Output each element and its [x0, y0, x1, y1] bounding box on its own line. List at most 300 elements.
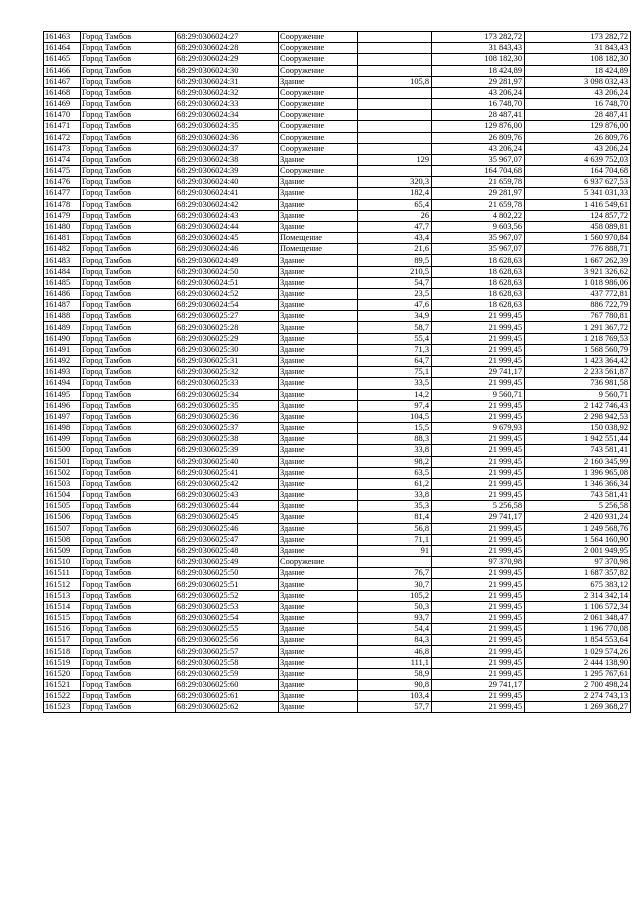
- cadastral-number-cell: 68:29:0306025:28: [176, 322, 279, 333]
- unit-value-cell: 16 748,70: [432, 99, 525, 110]
- area-cell: [358, 99, 432, 110]
- row-number-cell: 161505: [44, 501, 81, 512]
- table-row: [44, 545, 631, 556]
- unit-value-cell: 28 487,41: [432, 110, 525, 121]
- unit-value-cell: 21 999,45: [432, 646, 525, 657]
- row-number-cell: 161486: [44, 288, 81, 299]
- cadastral-number-cell: 68:29:0306025:54: [176, 612, 279, 623]
- object-type-cell: Здание: [279, 188, 358, 199]
- area-cell: [358, 54, 432, 65]
- row-number-cell: 161515: [44, 612, 81, 623]
- table-row: [44, 601, 631, 612]
- cadastral-value-cell: 1 218 769,53: [525, 333, 631, 344]
- cadastral-value-cell: 1 346 366,34: [525, 478, 631, 489]
- table-row: [44, 65, 631, 76]
- cadastral-value-cell: 108 182,30: [525, 54, 631, 65]
- municipality-cell: Город Тамбов: [81, 534, 176, 545]
- cadastral-number-cell: 68:29:0306025:44: [176, 501, 279, 512]
- object-type-cell: Здание: [279, 456, 358, 467]
- cadastral-value-cell: 1 854 553,64: [525, 635, 631, 646]
- unit-value-cell: 21 659,78: [432, 177, 525, 188]
- cadastral-number-cell: 68:29:0306024:35: [176, 121, 279, 132]
- area-cell: [358, 65, 432, 76]
- municipality-cell: Город Тамбов: [81, 132, 176, 143]
- table-row: [44, 657, 631, 668]
- table-row: [44, 378, 631, 389]
- table-row: [44, 702, 631, 713]
- cadastral-number-cell: 68:29:0306025:38: [176, 434, 279, 445]
- object-type-cell: Здание: [279, 635, 358, 646]
- object-type-cell: Здание: [279, 199, 358, 210]
- table-row: [44, 166, 631, 177]
- cadastral-number-cell: 68:29:0306025:48: [176, 545, 279, 556]
- area-cell: 71,3: [358, 344, 432, 355]
- cadastral-value-cell: 2 001 949,95: [525, 545, 631, 556]
- cadastral-number-cell: 68:29:0306024:28: [176, 43, 279, 54]
- table-row: [44, 355, 631, 366]
- cadastral-number-cell: 68:29:0306025:51: [176, 579, 279, 590]
- cadastral-value-cell: 1 249 568,76: [525, 523, 631, 534]
- object-type-cell: Здание: [279, 255, 358, 266]
- table-row: [44, 288, 631, 299]
- object-type-cell: Здание: [279, 177, 358, 188]
- unit-value-cell: 21 999,45: [432, 333, 525, 344]
- unit-value-cell: 21 999,45: [432, 702, 525, 713]
- cadastral-value-cell: 1 568 560,79: [525, 344, 631, 355]
- table-body: [44, 32, 631, 713]
- object-type-cell: Сооружение: [279, 557, 358, 568]
- object-type-cell: Здание: [279, 467, 358, 478]
- table-row: [44, 389, 631, 400]
- municipality-cell: Город Тамбов: [81, 221, 176, 232]
- object-type-cell: Здание: [279, 411, 358, 422]
- cadastral-value-cell: 124 857,72: [525, 210, 631, 221]
- cadastral-value-cell: 2 233 561,87: [525, 367, 631, 378]
- municipality-cell: Город Тамбов: [81, 568, 176, 579]
- row-number-cell: 161493: [44, 367, 81, 378]
- row-number-cell: 161477: [44, 188, 81, 199]
- object-type-cell: Здание: [279, 501, 358, 512]
- area-cell: 43,4: [358, 233, 432, 244]
- unit-value-cell: 21 999,45: [432, 612, 525, 623]
- object-type-cell: Здание: [279, 288, 358, 299]
- table-row: [44, 456, 631, 467]
- cadastral-value-cell: 1 942 551,44: [525, 434, 631, 445]
- unit-value-cell: 21 999,45: [432, 523, 525, 534]
- unit-value-cell: 43 206,24: [432, 87, 525, 98]
- unit-value-cell: 35 967,07: [432, 154, 525, 165]
- object-type-cell: Сооружение: [279, 143, 358, 154]
- municipality-cell: Город Тамбов: [81, 233, 176, 244]
- row-number-cell: 161474: [44, 154, 81, 165]
- object-type-cell: Здание: [279, 579, 358, 590]
- row-number-cell: 161512: [44, 579, 81, 590]
- cadastral-number-cell: 68:29:0306025:59: [176, 668, 279, 679]
- cadastral-value-cell: 1 560 970,84: [525, 233, 631, 244]
- table-row: [44, 512, 631, 523]
- area-cell: 105,2: [358, 590, 432, 601]
- municipality-cell: Город Тамбов: [81, 423, 176, 434]
- unit-value-cell: 21 999,45: [432, 534, 525, 545]
- table-row: [44, 624, 631, 635]
- cadastral-number-cell: 68:29:0306024:38: [176, 154, 279, 165]
- area-cell: 103,4: [358, 691, 432, 702]
- cadastral-value-cell: 3 921 326,62: [525, 266, 631, 277]
- unit-value-cell: 29 741,17: [432, 512, 525, 523]
- cadastral-value-cell: 1 029 574,26: [525, 646, 631, 657]
- table-row: [44, 668, 631, 679]
- cadastral-value-cell: 2 314 342,14: [525, 590, 631, 601]
- object-type-cell: Здание: [279, 445, 358, 456]
- area-cell: [358, 110, 432, 121]
- area-cell: 104,5: [358, 411, 432, 422]
- unit-value-cell: 173 282,72: [432, 32, 525, 43]
- municipality-cell: Город Тамбов: [81, 467, 176, 478]
- area-cell: 58,7: [358, 322, 432, 333]
- row-number-cell: 161516: [44, 624, 81, 635]
- row-number-cell: 161482: [44, 244, 81, 255]
- object-type-cell: Здание: [279, 322, 358, 333]
- table-row: [44, 411, 631, 422]
- municipality-cell: Город Тамбов: [81, 266, 176, 277]
- row-number-cell: 161509: [44, 545, 81, 556]
- unit-value-cell: 4 802,22: [432, 210, 525, 221]
- area-cell: 14,2: [358, 389, 432, 400]
- table-row: [44, 568, 631, 579]
- cadastral-value-cell: 1 291 367,72: [525, 322, 631, 333]
- table-row: [44, 121, 631, 132]
- row-number-cell: 161465: [44, 54, 81, 65]
- object-type-cell: Здание: [279, 612, 358, 623]
- municipality-cell: Город Тамбов: [81, 590, 176, 601]
- cadastral-value-cell: 1 687 357,82: [525, 568, 631, 579]
- table-row: [44, 400, 631, 411]
- municipality-cell: Город Тамбов: [81, 110, 176, 121]
- object-type-cell: Здание: [279, 344, 358, 355]
- table-row: [44, 434, 631, 445]
- cadastral-value-cell: 1 106 572,34: [525, 601, 631, 612]
- table-row: [44, 233, 631, 244]
- object-type-cell: Здание: [279, 434, 358, 445]
- municipality-cell: Город Тамбов: [81, 277, 176, 288]
- municipality-cell: Город Тамбов: [81, 333, 176, 344]
- cadastral-value-cell: 2 444 138,90: [525, 657, 631, 668]
- municipality-cell: Город Тамбов: [81, 177, 176, 188]
- municipality-cell: Город Тамбов: [81, 300, 176, 311]
- object-type-cell: Здание: [279, 221, 358, 232]
- cadastral-number-cell: 68:29:0306025:42: [176, 478, 279, 489]
- cadastral-value-cell: 1 423 364,42: [525, 355, 631, 366]
- municipality-cell: Город Тамбов: [81, 635, 176, 646]
- cadastral-value-cell: 164 704,68: [525, 166, 631, 177]
- municipality-cell: Город Тамбов: [81, 43, 176, 54]
- table-row: [44, 277, 631, 288]
- table-row: [44, 523, 631, 534]
- cadastral-number-cell: 68:29:0306024:36: [176, 132, 279, 143]
- cadastral-value-cell: 2 274 743,13: [525, 691, 631, 702]
- area-cell: 15,5: [358, 423, 432, 434]
- cadastral-number-cell: 68:29:0306024:43: [176, 210, 279, 221]
- cadastral-value-cell: 1 295 767,61: [525, 668, 631, 679]
- object-type-cell: Здание: [279, 590, 358, 601]
- object-type-cell: Сооружение: [279, 32, 358, 43]
- area-cell: 71,1: [358, 534, 432, 545]
- municipality-cell: Город Тамбов: [81, 545, 176, 556]
- unit-value-cell: 21 999,45: [432, 568, 525, 579]
- row-number-cell: 161507: [44, 523, 81, 534]
- table-row: [44, 132, 631, 143]
- municipality-cell: Город Тамбов: [81, 188, 176, 199]
- object-type-cell: Здание: [279, 378, 358, 389]
- cadastral-number-cell: 68:29:0306024:41: [176, 188, 279, 199]
- area-cell: 105,8: [358, 76, 432, 87]
- municipality-cell: Город Тамбов: [81, 355, 176, 366]
- area-cell: 57,7: [358, 702, 432, 713]
- cadastral-number-cell: 68:29:0306024:52: [176, 288, 279, 299]
- municipality-cell: Город Тамбов: [81, 210, 176, 221]
- object-type-cell: Здание: [279, 478, 358, 489]
- cadastral-value-cell: 5 256,58: [525, 501, 631, 512]
- municipality-cell: Город Тамбов: [81, 199, 176, 210]
- area-cell: 63,5: [358, 467, 432, 478]
- unit-value-cell: 108 182,30: [432, 54, 525, 65]
- table-row: [44, 143, 631, 154]
- table-row: [44, 188, 631, 199]
- row-number-cell: 161510: [44, 557, 81, 568]
- row-number-cell: 161468: [44, 87, 81, 98]
- object-type-cell: Здание: [279, 266, 358, 277]
- object-type-cell: Здание: [279, 76, 358, 87]
- row-number-cell: 161483: [44, 255, 81, 266]
- unit-value-cell: 18 628,63: [432, 300, 525, 311]
- area-cell: 210,5: [358, 266, 432, 277]
- cadastral-value-cell: 675 383,12: [525, 579, 631, 590]
- area-cell: 81,4: [358, 512, 432, 523]
- table-row: [44, 478, 631, 489]
- cadastral-number-cell: 68:29:0306024:50: [176, 266, 279, 277]
- unit-value-cell: 21 999,45: [432, 467, 525, 478]
- unit-value-cell: 97 370,98: [432, 557, 525, 568]
- object-type-cell: Здание: [279, 512, 358, 523]
- unit-value-cell: 21 999,45: [432, 456, 525, 467]
- cadastral-value-cell: 2 061 348,47: [525, 612, 631, 623]
- unit-value-cell: 21 999,45: [432, 478, 525, 489]
- row-number-cell: 161518: [44, 646, 81, 657]
- cadastral-number-cell: 68:29:0306025:30: [176, 344, 279, 355]
- municipality-cell: Город Тамбов: [81, 523, 176, 534]
- area-cell: 21,6: [358, 244, 432, 255]
- municipality-cell: Город Тамбов: [81, 657, 176, 668]
- row-number-cell: 161494: [44, 378, 81, 389]
- cadastral-number-cell: 68:29:0306025:55: [176, 624, 279, 635]
- table-row: [44, 344, 631, 355]
- object-type-cell: Сооружение: [279, 43, 358, 54]
- municipality-cell: Город Тамбов: [81, 557, 176, 568]
- cadastral-value-cell: 1 396 965,08: [525, 467, 631, 478]
- area-cell: 90,8: [358, 679, 432, 690]
- municipality-cell: Город Тамбов: [81, 87, 176, 98]
- object-type-cell: Здание: [279, 568, 358, 579]
- area-cell: 320,3: [358, 177, 432, 188]
- cadastral-value-cell: 2 420 931,24: [525, 512, 631, 523]
- row-number-cell: 161514: [44, 601, 81, 612]
- row-number-cell: 161475: [44, 166, 81, 177]
- cadastral-number-cell: 68:29:0306024:31: [176, 76, 279, 87]
- row-number-cell: 161487: [44, 300, 81, 311]
- object-type-cell: Сооружение: [279, 166, 358, 177]
- row-number-cell: 161497: [44, 411, 81, 422]
- municipality-cell: Город Тамбов: [81, 579, 176, 590]
- object-type-cell: Сооружение: [279, 132, 358, 143]
- unit-value-cell: 18 424,89: [432, 65, 525, 76]
- unit-value-cell: 21 999,45: [432, 657, 525, 668]
- object-type-cell: Здание: [279, 400, 358, 411]
- area-cell: 64,7: [358, 355, 432, 366]
- cadastral-value-cell: 5 341 031,33: [525, 188, 631, 199]
- area-cell: 129: [358, 154, 432, 165]
- cadastral-number-cell: 68:29:0306025:58: [176, 657, 279, 668]
- municipality-cell: Город Тамбов: [81, 121, 176, 132]
- area-cell: 98,2: [358, 456, 432, 467]
- unit-value-cell: 21 999,45: [432, 311, 525, 322]
- municipality-cell: Город Тамбов: [81, 378, 176, 389]
- table-row: [44, 646, 631, 657]
- cadastral-number-cell: 68:29:0306025:45: [176, 512, 279, 523]
- row-number-cell: 161463: [44, 32, 81, 43]
- municipality-cell: Город Тамбов: [81, 445, 176, 456]
- municipality-cell: Город Тамбов: [81, 668, 176, 679]
- row-number-cell: 161500: [44, 445, 81, 456]
- table-row: [44, 110, 631, 121]
- cadastral-number-cell: 68:29:0306025:32: [176, 367, 279, 378]
- cadastral-number-cell: 68:29:0306025:50: [176, 568, 279, 579]
- unit-value-cell: 18 628,63: [432, 255, 525, 266]
- object-type-cell: Здание: [279, 355, 358, 366]
- unit-value-cell: 21 999,45: [432, 344, 525, 355]
- cadastral-value-cell: 2 298 942,53: [525, 411, 631, 422]
- cadastral-number-cell: 68:29:0306025:31: [176, 355, 279, 366]
- municipality-cell: Город Тамбов: [81, 154, 176, 165]
- area-cell: 54,7: [358, 277, 432, 288]
- cadastral-number-cell: 68:29:0306024:54: [176, 300, 279, 311]
- municipality-cell: Город Тамбов: [81, 702, 176, 713]
- row-number-cell: 161502: [44, 467, 81, 478]
- cadastral-number-cell: 68:29:0306025:35: [176, 400, 279, 411]
- area-cell: [358, 166, 432, 177]
- area-cell: 35,3: [358, 501, 432, 512]
- table-row: [44, 590, 631, 601]
- cadastral-number-cell: 68:29:0306025:61: [176, 691, 279, 702]
- row-number-cell: 161472: [44, 132, 81, 143]
- municipality-cell: Город Тамбов: [81, 411, 176, 422]
- unit-value-cell: 29 741,17: [432, 679, 525, 690]
- cadastral-value-cell: 31 843,43: [525, 43, 631, 54]
- cadastral-number-cell: 68:29:0306025:56: [176, 635, 279, 646]
- cadastral-number-cell: 68:29:0306024:44: [176, 221, 279, 232]
- object-type-cell: Здание: [279, 534, 358, 545]
- cadastral-value-cell: 1 416 549,61: [525, 199, 631, 210]
- cadastral-value-cell: 150 038,92: [525, 423, 631, 434]
- row-number-cell: 161490: [44, 333, 81, 344]
- municipality-cell: Город Тамбов: [81, 255, 176, 266]
- cadastral-value-cell: 1 196 770,08: [525, 624, 631, 635]
- municipality-cell: Город Тамбов: [81, 501, 176, 512]
- object-type-cell: Сооружение: [279, 121, 358, 132]
- row-number-cell: 161495: [44, 389, 81, 400]
- row-number-cell: 161484: [44, 266, 81, 277]
- cadastral-number-cell: 68:29:0306025:52: [176, 590, 279, 601]
- cadastral-number-cell: 68:29:0306024:46: [176, 244, 279, 255]
- municipality-cell: Город Тамбов: [81, 322, 176, 333]
- cadastral-value-cell: 6 937 627,53: [525, 177, 631, 188]
- municipality-cell: Город Тамбов: [81, 691, 176, 702]
- table-row: [44, 333, 631, 344]
- unit-value-cell: 29 281,97: [432, 76, 525, 87]
- row-number-cell: 161498: [44, 423, 81, 434]
- unit-value-cell: 21 999,45: [432, 590, 525, 601]
- cadastral-value-cell: 767 780,81: [525, 311, 631, 322]
- unit-value-cell: 18 628,63: [432, 277, 525, 288]
- object-type-cell: Здание: [279, 646, 358, 657]
- unit-value-cell: 26 809,76: [432, 132, 525, 143]
- cadastral-number-cell: 68:29:0306025:33: [176, 378, 279, 389]
- area-cell: [358, 32, 432, 43]
- area-cell: 91: [358, 545, 432, 556]
- table-row: [44, 579, 631, 590]
- cadastral-number-cell: 68:29:0306025:37: [176, 423, 279, 434]
- cadastral-value-table: [43, 31, 631, 713]
- cadastral-number-cell: 68:29:0306025:53: [176, 601, 279, 612]
- unit-value-cell: 31 843,43: [432, 43, 525, 54]
- unit-value-cell: 21 999,45: [432, 490, 525, 501]
- row-number-cell: 161523: [44, 702, 81, 713]
- row-number-cell: 161467: [44, 76, 81, 87]
- unit-value-cell: 21 999,45: [432, 355, 525, 366]
- cadastral-number-cell: 68:29:0306025:57: [176, 646, 279, 657]
- cadastral-value-cell: 43 206,24: [525, 143, 631, 154]
- row-number-cell: 161521: [44, 679, 81, 690]
- municipality-cell: Город Тамбов: [81, 367, 176, 378]
- area-cell: [358, 43, 432, 54]
- object-type-cell: Здание: [279, 423, 358, 434]
- cadastral-value-cell: 2 160 345,99: [525, 456, 631, 467]
- unit-value-cell: 21 659,78: [432, 199, 525, 210]
- cadastral-value-cell: 97 370,98: [525, 557, 631, 568]
- municipality-cell: Город Тамбов: [81, 490, 176, 501]
- unit-value-cell: 35 967,07: [432, 233, 525, 244]
- cadastral-number-cell: 68:29:0306025:40: [176, 456, 279, 467]
- table-row: [44, 311, 631, 322]
- area-cell: 47,6: [358, 300, 432, 311]
- municipality-cell: Город Тамбов: [81, 389, 176, 400]
- municipality-cell: Город Тамбов: [81, 32, 176, 43]
- table-row: [44, 557, 631, 568]
- municipality-cell: Город Тамбов: [81, 400, 176, 411]
- municipality-cell: Город Тамбов: [81, 601, 176, 612]
- unit-value-cell: 5 256,58: [432, 501, 525, 512]
- row-number-cell: 161476: [44, 177, 81, 188]
- cadastral-value-cell: 2 700 498,24: [525, 679, 631, 690]
- municipality-cell: Город Тамбов: [81, 76, 176, 87]
- row-number-cell: 161473: [44, 143, 81, 154]
- municipality-cell: Город Тамбов: [81, 65, 176, 76]
- area-cell: [358, 87, 432, 98]
- object-type-cell: Здание: [279, 154, 358, 165]
- cadastral-value-cell: 9 560,71: [525, 389, 631, 400]
- object-type-cell: Здание: [279, 210, 358, 221]
- area-cell: 58,9: [358, 668, 432, 679]
- cadastral-number-cell: 68:29:0306025:43: [176, 490, 279, 501]
